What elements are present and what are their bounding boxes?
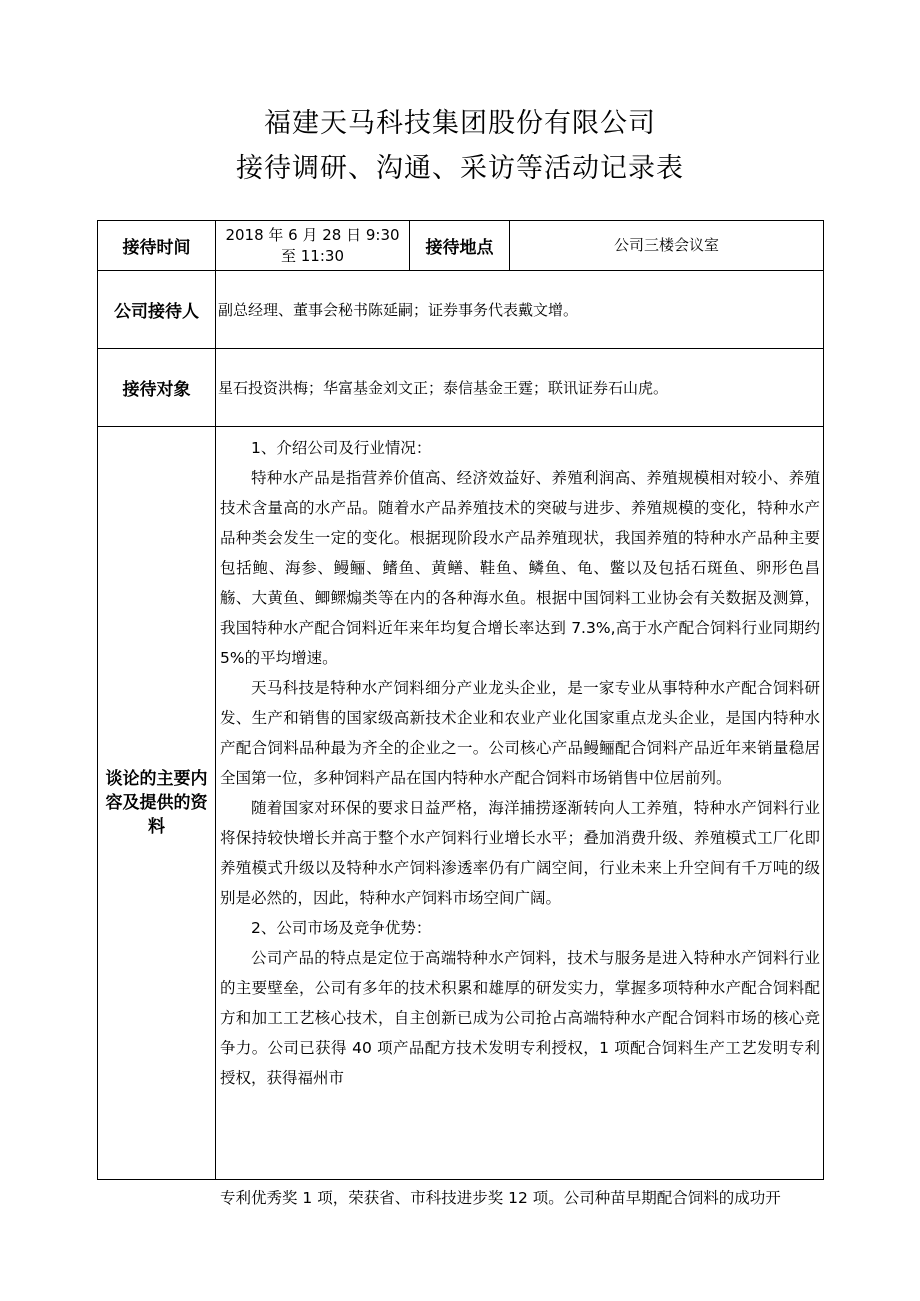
content-heading-1: 1、介绍公司及行业情况：	[251, 439, 432, 457]
host-value: 副总经理、董事会秘书陈延嗣；证券事务代表戴文增。	[216, 271, 824, 349]
guest-label: 接待对象	[98, 349, 216, 427]
place-label: 接待地点	[410, 221, 510, 271]
continuation-text: 专利优秀奖 1 项，荣获省、市科技进步奖 12 项。公司种苗早期配合饲料的成功开	[220, 1189, 781, 1207]
time-value-line2: 至 11:30	[281, 246, 344, 265]
content-label: 谈论的主要内容及提供的资料	[98, 427, 216, 1180]
document-subtitle: 接待调研、沟通、采访等活动记录表	[236, 153, 684, 184]
guest-value: 星石投资洪梅；华富基金刘文正；泰信基金王霆；联讯证券石山虎。	[216, 349, 824, 427]
content-paragraph: 随着国家对环保的要求日益严格，海洋捕捞逐渐转向人工养殖，特种水产饲料行业将保持较快增长并高于整个水产饲料行业增长水平；叠加消费升级、养殖模式工厂化即养殖模式升级以及特种水产饲料渗透率仍有广阔空间，行业未来上升空间有千万吨的级别是必然的，因此，特种水产饲料市场空间广阔。	[220, 799, 820, 907]
content-paragraph: 公司产品的特点是定位于高端特种水产饲料，技术与服务是进入特种水产饲料行业的主要壁垒，公司有多年的技术积累和雄厚的研发实力，掌握多项特种水产配合饲料配方和加工工艺核心技术，自主创新已成为公司抢占高端特种水产配合饲料市场的核心竞争力。公司已获得 40 项产品配方技术发明专利授权，1 项配合饲料生产工艺发明专利授权，获得福州市	[220, 949, 820, 1087]
host-label: 公司接待人	[98, 271, 216, 349]
time-value	[216, 221, 410, 271]
record-table	[97, 220, 824, 1180]
document-title: 福建天马科技集团股份有限公司	[264, 108, 656, 139]
content-paragraph: 天马科技是特种水产饲料细分产业龙头企业，是一家专业从事特种水产配合饲料研发、生产和销售的国家级高新技术企业和农业产业化国家重点龙头企业，是国内特种水产配合饲料品种最为齐全的企业之一。公司核心产品鳗鲡配合饲料产品近年来销量稳居全国第一位，多种饲料产品在国内特种水产配合饲料市场销售中位居前列。	[220, 679, 820, 787]
place-value: 公司三楼会议室	[510, 221, 824, 271]
content-body	[216, 427, 824, 1180]
time-label: 接待时间	[98, 221, 216, 271]
time-value-line1: 2018 年 6 月 28 日 9:30	[225, 225, 400, 244]
content-heading-2: 2、公司市场及竞争优势：	[251, 919, 432, 937]
content-paragraph: 特种水产品是指营养价值高、经济效益好、养殖利润高、养殖规模相对较小、养殖技术含量高的水产品。随着水产品养殖技术的突破与进步、养殖规模的变化，特种水产品种类会发生一定的变化。根据现阶段水产品养殖现状，我国养殖的特种水产品种主要包括鲍、海参、鳗鲡、鳍鱼、黄鳝、鞋鱼、鳞鱼、龟、鳖以及包括石斑鱼、卵形色昌觞、大黄鱼、鲫鳏煽类等在内的各种海水鱼。根据中国饲料工业协会有关数据及测算，我国特种水产配合饲料近年来年均复合增长率达到 7.3%,高于水产配合饲料行业同期约 5%的平均增速。	[220, 469, 820, 667]
